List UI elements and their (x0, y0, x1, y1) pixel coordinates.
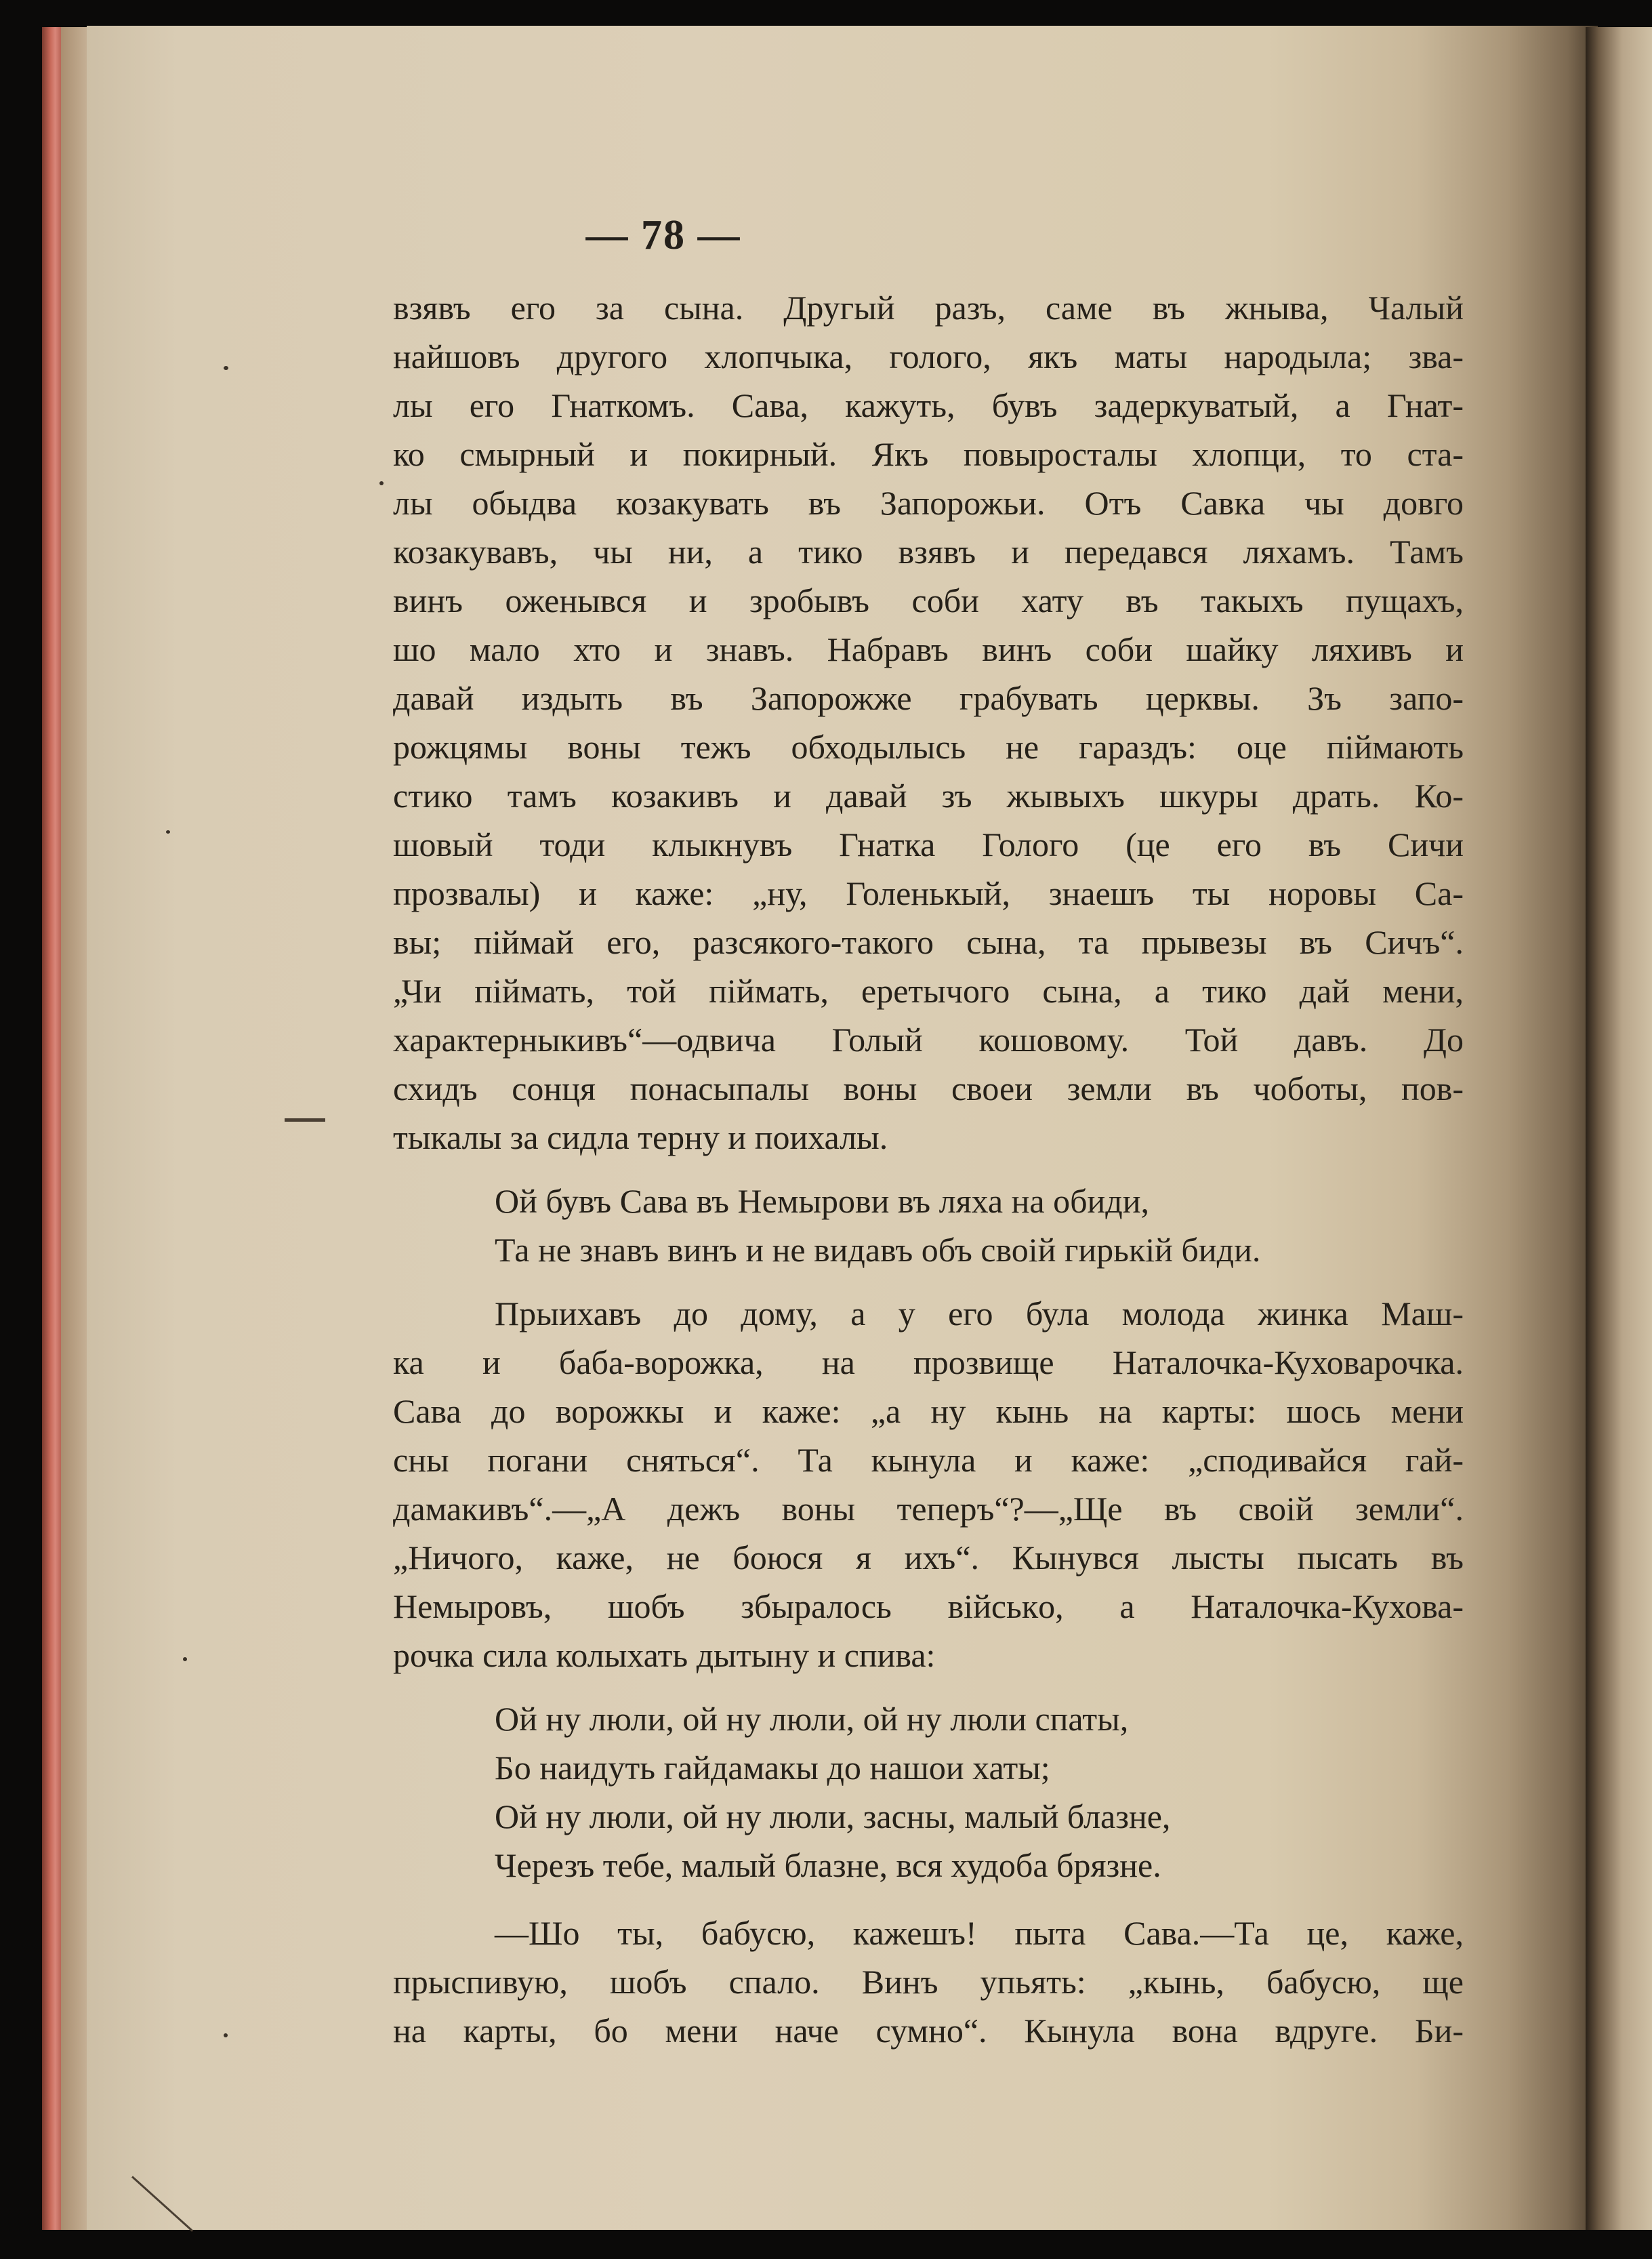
verse-line: Та не знавъ винъ и не видавъ объ своій гирькій биди. (495, 1231, 1261, 1269)
text-line: ка и баба-ворожка, на прозвище Наталочка-Куховарочка. (393, 1343, 1464, 1381)
book-binding-edge (61, 27, 88, 2230)
spacer (393, 1890, 1464, 1909)
text-line: прозвалы) и каже: „ну, Голенькый, знаешъ ты норовы Са- (393, 874, 1464, 912)
text-line: „Чи піймать, той піймать, еретычого сына, а тико дай мени, (393, 972, 1464, 1010)
text-line: —Шо ты, бабусю, кажешъ! пыта Сава.—Та це, каже, (495, 1914, 1464, 1952)
paper-speck (224, 366, 228, 370)
verse-section-1 (393, 1177, 1464, 1274)
text-line: вы; піймай его, разсякого-такого сына, та прывезы въ Сичъ“. (393, 923, 1464, 961)
verse-line: Ой ну люли, ой ну люли, ой ну люли спаты, (495, 1700, 1129, 1738)
spacer (393, 1162, 1464, 1177)
prose-section-2 (393, 1289, 1464, 1680)
verse-line: Бо наидуть гайдамакы до нашои хаты; (495, 1749, 1050, 1787)
page-number: — 78 — (585, 212, 741, 258)
text-line: характерныкивъ“—одвича Голый кошовому. Той давъ. До (393, 1021, 1464, 1059)
text-line: схидъ сонця понасыпалы воны своеи земли въ чоботы, пов- (393, 1070, 1464, 1107)
paper-speck (183, 1657, 187, 1661)
prose-section-3 (393, 1909, 1464, 2055)
text-line: сны погани сняться“. Та кынула и каже: „сподивайся гай- (393, 1441, 1464, 1479)
text-line: дамакивъ“.—„А дежъ воны теперъ“?—„Ще въ своій земли“. (393, 1490, 1464, 1528)
adjacent-page-edge (1586, 27, 1652, 2230)
text-line: шо мало хто и знавъ. Набравъ винъ соби шайку ляхивъ и (393, 630, 1464, 668)
verse-line: Черезъ тебе, малый блазне, вся худоба брязне. (495, 1846, 1161, 1884)
verse-line: Ой ну люли, ой ну люли, засны, малый блазне, (495, 1797, 1171, 1835)
text-line: стико тамъ козакивъ и давай зъ жывыхъ шкуры драть. Ко- (393, 777, 1464, 815)
verse-line: Ой бувъ Сава въ Немырови въ ляха на обиди, (495, 1182, 1149, 1220)
spacer (393, 1274, 1464, 1289)
paper-speck (166, 830, 170, 834)
text-line: рожцямы воны тежъ обходылысь не гараздъ: оце піймають (393, 728, 1464, 766)
prose-section-1 (393, 283, 1464, 1162)
paper-speck (379, 481, 384, 485)
text-line: Сава до ворожкы и каже: „а ну кынь на карты: шось мени (393, 1392, 1464, 1430)
page-text (393, 283, 1464, 2055)
text-line: лы обыдва козакувать въ Запорожьи. Отъ Савка чы довго (393, 484, 1464, 522)
paper-speck (224, 2033, 228, 2037)
text-line: рочка сила колыхать дытыну и спива: (393, 1636, 936, 1674)
text-line: прыспивую, шобъ спало. Винъ упьять: „кынь, бабусю, ще (393, 1963, 1464, 2001)
text-line: Немыровъ, шобъ збыралось військo, а Наталочка-Кухова- (393, 1587, 1464, 1625)
text-line: давай издыть въ Запорожже грабувать церквы. Зъ запо- (393, 679, 1464, 717)
text-line: лы его Гнаткомъ. Сава, кажуть, бувъ задеркуватый, а Гнат- (393, 386, 1464, 424)
spacer (393, 1680, 1464, 1694)
text-line: ко смырный и покирный. Якъ повыросталы хлопци, то ста- (393, 435, 1464, 473)
text-line: „Ничого, каже, не боюся я ихъ“. Кынувся лысты пысать въ (393, 1539, 1464, 1576)
verse-section-2 (393, 1694, 1464, 1890)
text-line: шовый тоди клыкнувъ Гнатка Голого (це его въ Сичи (393, 826, 1464, 863)
text-line: взявъ его за сына. Другый разъ, саме въ жныва, Чалый (393, 289, 1464, 327)
margin-mark (285, 1118, 325, 1122)
text-line: тыкалы за сидла терну и поихалы. (393, 1118, 888, 1156)
text-line: Прыихавъ до дому, а у его була молода жинка Маш- (495, 1295, 1464, 1332)
text-line: найшовъ другого хлопчыка, голого, якъ маты народыла; зва- (393, 338, 1464, 375)
text-line: винъ оженывся и зробывъ соби хату въ такыхъ пущахъ, (393, 582, 1464, 619)
book-cover-edge (42, 27, 61, 2230)
text-line: на карты, бо мени наче сумно“. Кынула вона вдруге. Би- (393, 2012, 1464, 2050)
text-line: козакувавъ, чы ни, а тико взявъ и передався ляхамъ. Тамъ (393, 533, 1464, 571)
